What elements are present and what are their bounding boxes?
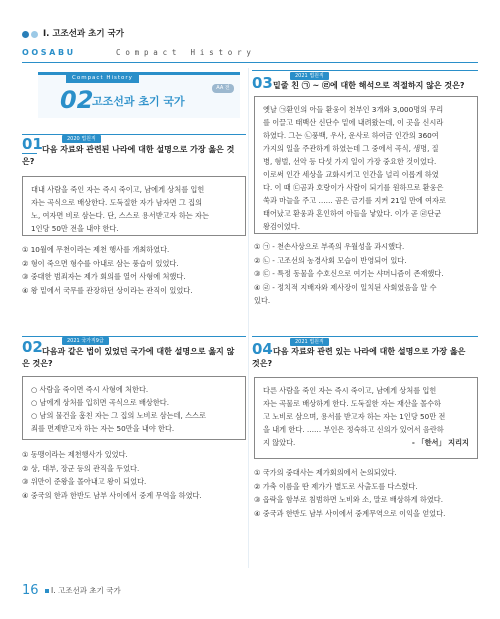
option-4[interactable]: ④ 중국과 한반도 남부 사이에서 중계무역으로 이익을 얻었다.	[254, 508, 446, 518]
option-1[interactable]: ① 국가의 중대사는 제가회의에서 논의되었다.	[254, 468, 397, 477]
question-source-tag: 2020 법원직	[62, 135, 101, 143]
question-text-line: 다음과 같은 법이 있었던 국가에 대한 설명으로 옳지 않	[42, 347, 235, 356]
chapter-badge: AA 전	[212, 84, 234, 93]
question-rule	[22, 336, 246, 337]
chapter-number: 02	[60, 86, 94, 114]
header-dot-dark	[22, 31, 29, 38]
source-line: 태어났고 환웅과 혼인하여 아들을 낳았다. 이가 곧 ㉣단군	[263, 209, 442, 218]
source-line: 병, 형벌, 선악 등 다섯 가지 일이 가장 중요한 것이었다.	[263, 157, 437, 166]
question-text-line: 것은?	[252, 359, 273, 368]
source-line: 왕검이었다.	[263, 222, 301, 231]
source-line: 1인당 50만 전을 내야 한다.	[31, 224, 119, 233]
source-box	[254, 377, 478, 459]
options-list	[22, 243, 193, 297]
question-source-tag: 2021 법원직	[290, 338, 329, 346]
question-rule	[22, 134, 246, 135]
source-line: 가지의 일을 주관하게 하였는데 그 중에서 곡식, 생명, 질	[263, 144, 439, 153]
option-1[interactable]: ① 동맹이라는 제천행사가 있었다.	[22, 450, 128, 459]
source-line: 쑥과 마늘을 주고 …… 곰은 금기를 지켜 21일 만에 여자로	[263, 196, 446, 205]
question-underline	[22, 153, 37, 154]
header-dot-light	[31, 31, 38, 38]
question-text-line: 밑줄 친 ㉠ ~ ㉣에 대한 해석으로 적절하지 않은 것은?	[273, 81, 465, 90]
source-line: 노, 여자면 비로 삼는다. 단, 스스로 용서받고자 하는 자는	[31, 211, 209, 220]
option-2[interactable]: ② 가축 이름을 딴 제가가 별도로 사출도를 다스렸다.	[254, 481, 418, 491]
option-4-cont: 있다.	[254, 296, 271, 305]
option-4[interactable]: ④ 왕 밑에서 국무를 관장하던 상이라는 관직이 있었다.	[22, 285, 193, 295]
option-3[interactable]: ③ 읍락을 함부로 침범하면 노비와 소, 말로 배상하게 하였다.	[254, 495, 443, 504]
source-line: 를 이끌고 태백산 신단수 밑에 내려왔는데, 이 곳을 신시라	[263, 118, 444, 127]
option-4[interactable]: ④ ㉣ - 정치적 지배자와 제사장이 일치된 사회였음을 알 수	[254, 282, 437, 292]
option-3[interactable]: ③ 위만이 준왕을 몰아내고 왕이 되었다.	[22, 477, 147, 486]
header-brand: OOSABU	[22, 48, 76, 57]
options-list	[254, 240, 444, 308]
source-box	[22, 176, 246, 236]
options-list	[254, 466, 445, 520]
source-line: 다른 사람을 죽인 자는 즉시 죽이고, 남에게 상처를 입힌	[263, 386, 437, 395]
option-4[interactable]: ④ 중국의 한과 한반도 남부 사이에서 중계 무역을 하였다.	[22, 490, 202, 500]
source-line: 옛날 ㉠환인의 아들 환웅이 천부인 3개와 3,000명의 무리	[263, 105, 444, 114]
question-number: 01	[22, 135, 43, 153]
source-line: 고 노비로 삼으며, 용서를 받고자 하는 자는 1인당 50만 전	[263, 412, 446, 421]
footer-chapter: Ⅰ. 고조선과 초기 국가	[51, 586, 121, 595]
source-line: ○ 남의 물건을 훔친 자는 그 집의 노비로 삼는데, 스스로	[31, 411, 206, 420]
source-line: ○ 남에게 상처를 입히면 곡식으로 배상한다.	[31, 398, 170, 407]
option-2[interactable]: ② 상, 대부, 장군 등의 관직을 두었다.	[22, 463, 140, 473]
question-rule	[252, 70, 478, 71]
chapter-title: 고조선과 초기 국가	[92, 95, 185, 108]
source-line: 대내 사람을 죽인 자는 즉시 죽이고, 남에게 상처를 입힌	[31, 185, 205, 194]
page-number: 16	[22, 583, 39, 598]
footer-bullet	[45, 589, 49, 593]
header-title: Ⅰ. 고조선과 초기 국가	[43, 29, 124, 39]
option-3[interactable]: ③ ㉢ - 특정 동물을 수호신으로 여기는 샤머니즘이 존재했다.	[254, 269, 444, 278]
source-line: 이로써 인간 세상을 교화시키고 인간을 널리 이롭게 하였	[263, 170, 439, 179]
question-number: 04	[252, 340, 273, 358]
question-rule	[252, 336, 478, 337]
source-box	[254, 96, 478, 234]
chapter-tag: Compact History	[66, 73, 139, 83]
source-line: 자는 곡식으로 배상한다. 도둑질한 자가 남자면 그 집의	[31, 198, 203, 207]
option-1[interactable]: ① ㉠ - 천손사상으로 부족의 우월성을 과시했다.	[254, 242, 405, 251]
question-text-line: 다음 자료와 관련된 나라에 대한 설명으로 가장 옳은 것	[42, 145, 235, 154]
source-line: 자는 곡물로 배상하게 한다. 도둑질한 자는 재산을 몰수하	[263, 399, 441, 408]
options-list	[22, 448, 202, 502]
source-line: ○ 사람을 죽이면 즉시 사형에 처한다.	[31, 385, 149, 394]
source-line: 하였다. 그는 ㉡풍백, 우사, 운사로 하여금 인간의 360여	[263, 131, 439, 140]
option-1[interactable]: ① 10월에 무천이라는 제천 행사를 개최하였다.	[22, 245, 170, 254]
source-line: 을 내게 한다. …… 부인은 정숙하고 신의가 있어서 음란하	[263, 425, 444, 434]
question-text-line: 은 것은?	[22, 359, 53, 368]
column-divider	[248, 68, 249, 568]
source-line: 다. 이 때 ㉢곰과 호랑이가 사람이 되기를 원하므로 환웅은	[263, 183, 444, 192]
header-subtitle: Compact History	[116, 48, 256, 57]
source-line: 지 않았다.	[263, 438, 296, 447]
question-number: 03	[252, 74, 273, 92]
source-line: 죄를 면제받고자 하는 자는 50만을 내야 한다.	[31, 424, 175, 433]
option-3[interactable]: ③ 중대한 범죄자는 제가 회의를 열어 사형에 처했다.	[22, 272, 186, 281]
question-source-tag: 2021 국가직9급	[62, 337, 109, 345]
question-source-tag: 2021 법원직	[290, 72, 329, 80]
option-2[interactable]: ② 형이 죽으면 형수를 아내로 삼는 풍습이 있었다.	[22, 258, 179, 268]
question-text-line: 은?	[22, 157, 35, 166]
header-divider	[22, 62, 478, 63]
source-box	[22, 376, 246, 440]
question-number: 02	[22, 338, 43, 356]
option-2[interactable]: ② ㉡ - 고조선의 농경사회 모습이 반영되어 있다.	[254, 255, 407, 265]
source-citation: - 「한서」 지리지	[411, 438, 469, 447]
question-text-line: 다음 자료와 관련 있는 나라에 대한 설명으로 가장 옳은	[273, 347, 466, 356]
